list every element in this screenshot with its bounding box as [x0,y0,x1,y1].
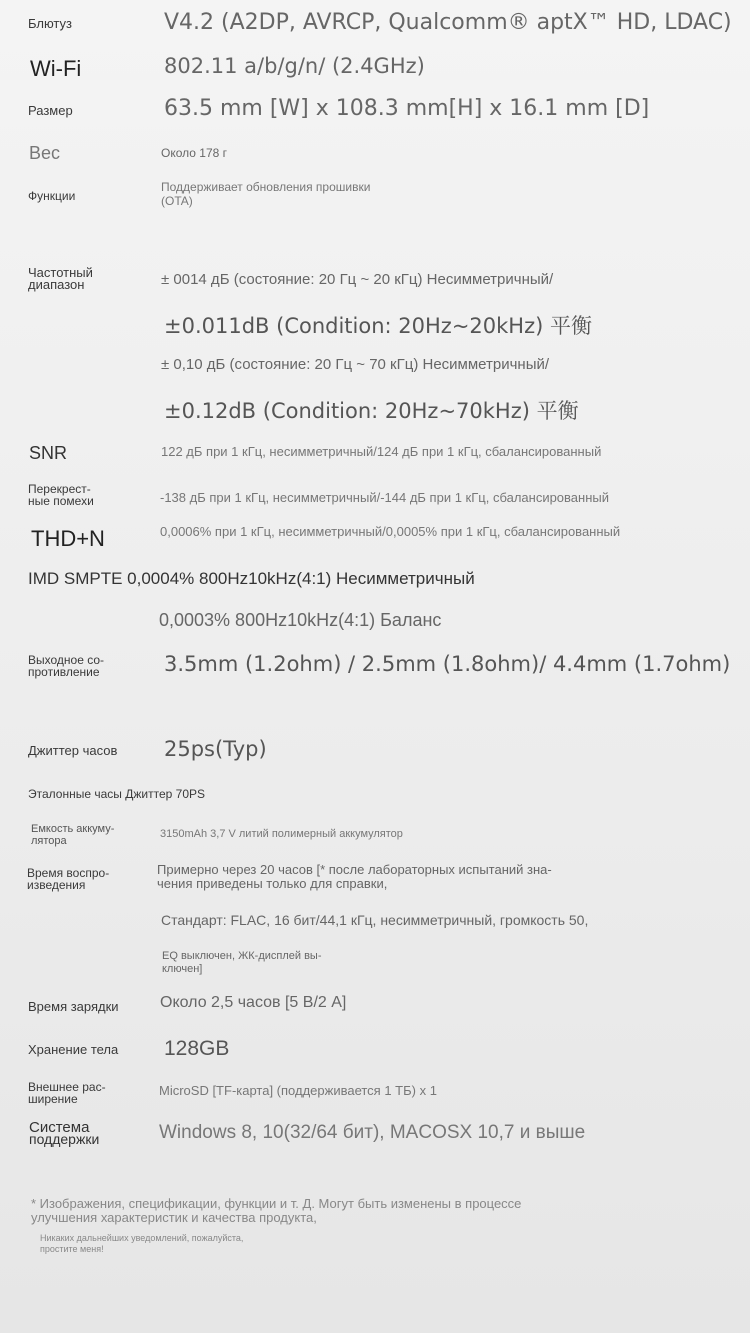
jitter-label: Джиттер часов [28,743,118,758]
frequency-label-line1: Частотный [28,265,93,280]
frequency-value-line3: ± 0,10 дБ (состояние: 20 Гц ~ 70 кГц) Несимметричный/ [161,356,550,373]
jitter-value: 25ps(Typ) [164,737,267,761]
footer-note-line1: * Изображения, спецификации, функции и т. Д. Могут быть изменены в процессе [31,1196,522,1211]
footer-note-line2: улучшения характеристик и качества продукта, [31,1210,317,1225]
imd-line2: 0,0003% 800Hz10kHz(4:1) Баланс [159,610,442,630]
frequency-value-line1: ± 0014 дБ (состояние: 20 Гц ~ 20 кГц) Несимметричный/ [161,271,554,288]
expansion-label-line1: Внешнее рас- [28,1080,106,1094]
size-value: 63.5 mm [W] x 108.3 mm[H] x 16.1 mm [D] [164,96,650,121]
storage-value: 128GB [164,1037,230,1060]
snr-value: 122 дБ при 1 кГц, несимметричный/124 дБ при 1 кГц, сбалансированный [161,444,602,459]
storage-label: Хранение тела [28,1042,119,1057]
impedance-label-line2: противление [28,665,100,679]
impedance-value: 3.5mm (1.2ohm) / 2.5mm (1.8ohm)/ 4.4mm (1.7ohm) [164,652,731,676]
frequency-value-line4: ±0.12dB (Condition: 20Hz~70kHz) 平衡 [164,399,579,423]
frequency-label-line2: диапазон [28,277,85,292]
functions-value-line2: (OTA) [161,194,193,208]
system-value: Windows 8, 10(32/64 бит), MACOSX 10,7 и выше [159,1122,586,1143]
bluetooth-value: V4.2 (A2DP, AVRCP, Qualcomm® aptX™ HD, LDAC) [164,10,732,35]
playback-value-line4: EQ выключен, ЖК-дисплей вы- [162,950,322,962]
footer-note-line3: Никаких дальнейших уведомлений, пожалуйста, [40,1233,244,1243]
playback-value-line2: чения приведены только для справки, [157,876,388,891]
wifi-label: Wi-Fi [30,56,82,81]
impedance-label-line1: Выходное со- [28,653,105,667]
thdn-value: 0,0006% при 1 кГц, несимметричный/0,0005% при 1 кГц, сбалансированный [160,524,621,539]
playback-value-line3: Стандарт: FLAC, 16 бит/44,1 кГц, несимметричный, громкость 50, [161,912,589,928]
functions-value-line1: Поддерживает обновления прошивки [161,180,371,194]
battery-label-line2: лятора [31,835,67,847]
weight-value: Около 178 г [161,146,228,160]
charge-value: Около 2,5 часов [5 В/2 А] [160,994,347,1011]
crosstalk-value: -138 дБ при 1 кГц, несимметричный/-144 дБ при 1 кГц, сбалансированный [160,490,609,505]
expansion-label-line2: ширение [28,1092,78,1106]
reference-jitter: Эталонные часы Джиттер 70PS [28,787,205,801]
imd-line1: IMD SMPTE 0,0004% 800Hz10kHz(4:1) Несимметричный [28,569,475,588]
playback-label-line2: изведения [27,878,86,892]
wifi-value: 802.11 a/b/g/n/ (2.4GHz) [164,54,425,78]
crosstalk-label-line2: ные помехи [28,494,94,508]
weight-label: Вес [29,143,61,163]
frequency-value-line2: ±0.011dB (Condition: 20Hz~20kHz) 平衡 [164,314,592,338]
battery-label-line1: Емкость аккуму- [31,823,115,835]
bluetooth-label: Блютуз [28,16,72,31]
battery-value: 3150mAh 3,7 V литий полимерный аккумулятор [160,828,403,840]
snr-label: SNR [29,443,68,463]
thdn-label: THD+N [31,526,105,551]
expansion-value: MicroSD [TF-карта] (поддерживается 1 ТБ) x 1 [159,1083,437,1098]
charge-label: Время зарядки [28,999,119,1014]
size-label: Размер [28,103,73,118]
playback-value-line5: ключен] [162,963,203,975]
system-label-line1: Система [29,1119,90,1136]
crosstalk-label-line1: Перекрест- [28,482,91,496]
playback-value-line1: Примерно через 20 часов [* после лабораторных испытаний зна- [157,862,552,877]
functions-label: Функции [28,189,76,203]
playback-label-line1: Время воспро- [27,866,110,880]
system-label-line2: поддержки [29,1131,100,1147]
footer-note-line4: простите меня! [40,1244,104,1254]
